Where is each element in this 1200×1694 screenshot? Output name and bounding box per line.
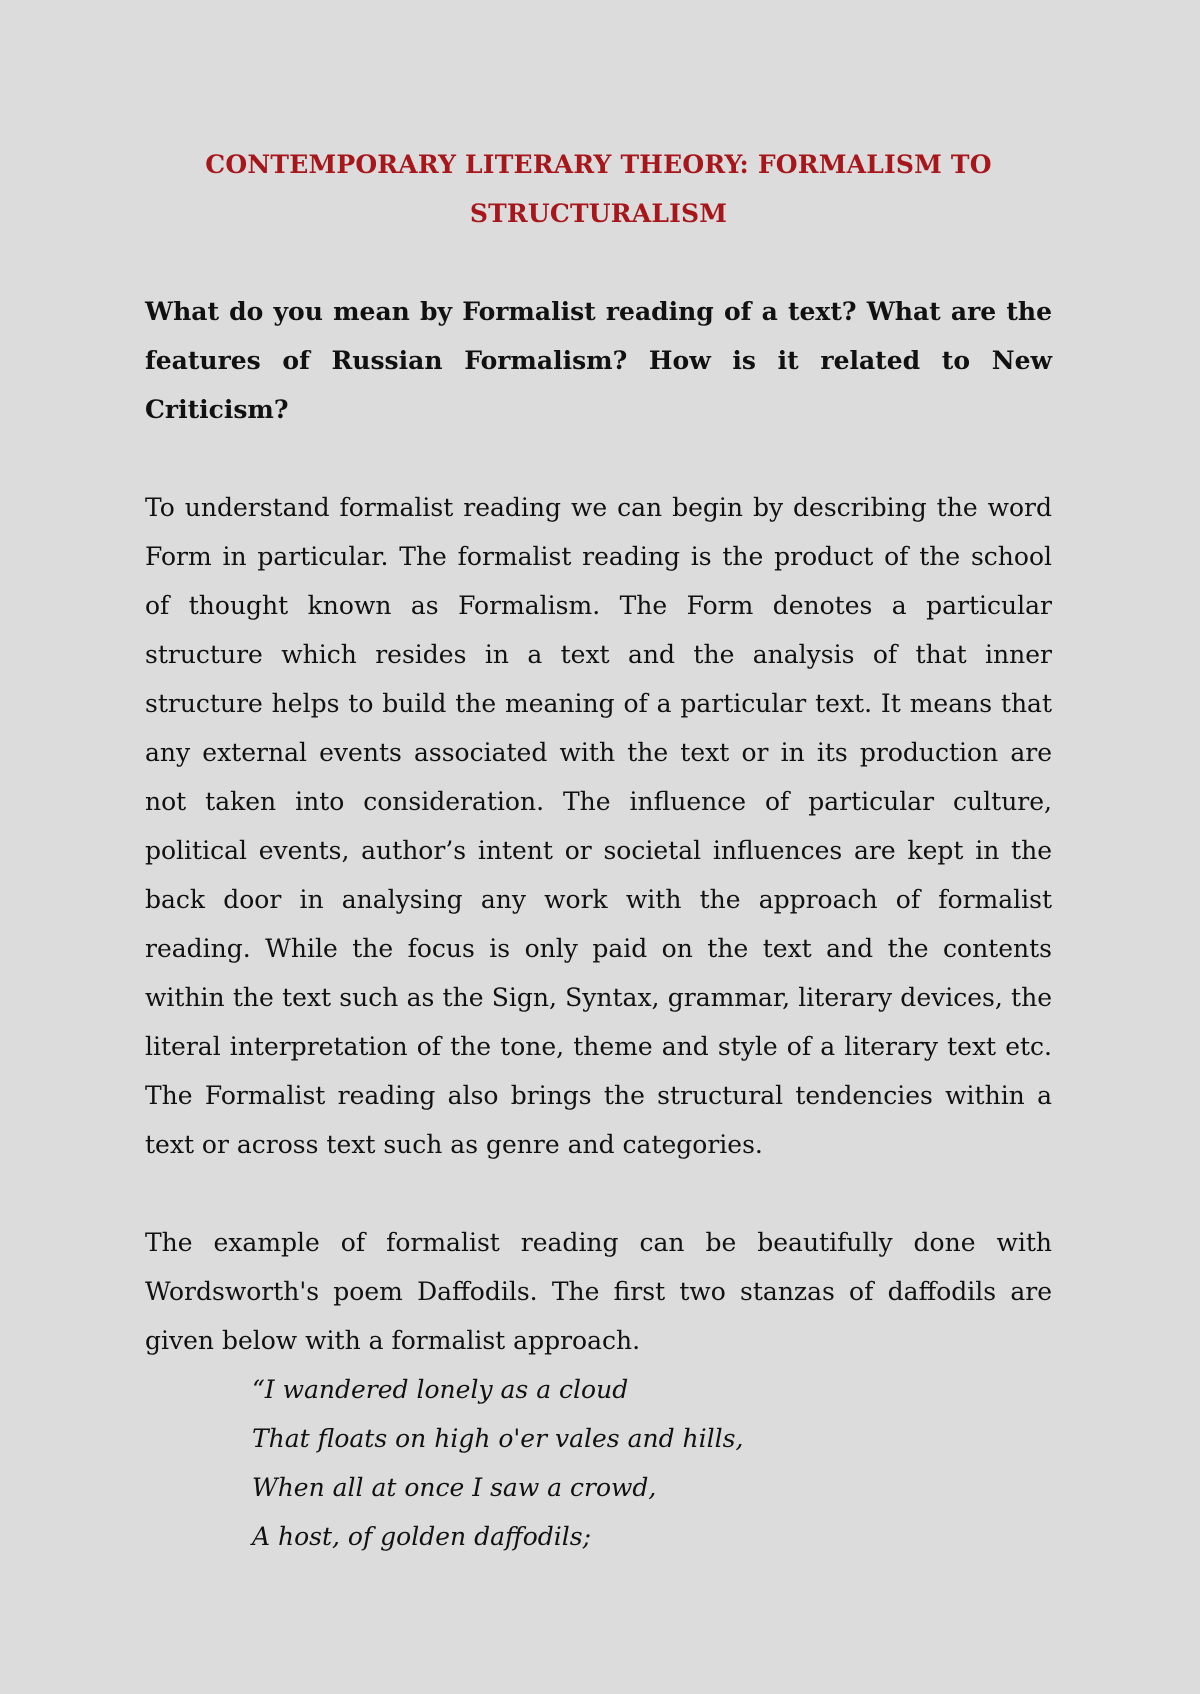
poem-line: When all at once I saw a crowd, [252,1473,657,1502]
poem-line: That floats on high o'er vales and hills, [252,1424,744,1453]
question-heading: What do you mean by Formalist reading of a text? What are the features of Russian Formalism? How is it related to New Criticism? [145,297,1052,424]
poem-excerpt [145,1365,1052,1561]
poem-line: “I wandered lonely as a cloud [252,1375,629,1404]
body-paragraph: The example of formalist reading can be beautifully done with Wordsworth's poem Daffodils. The first two stanzas of daffodils are given below with a formalist approach. [145,1228,1052,1355]
document-title: CONTEMPORARY LITERARY THEORY: FORMALISM TO STRUCTURALISM [205,150,992,228]
body-paragraph: To understand formalist reading we can begin by describing the word Form in particular. The formalist reading is the product of the school of thought known as Formalism. The Form denotes a particular structure which resides in a text and the analysis of that inner structure helps to build the meaning of a particular text. It means that any external events associated with the text or in its production are not taken into consideration. The influence of particular culture, political events, author’s intent or societal influences are kept in the back door in analysing any work with the approach of formalist reading. While the focus is only paid on the text and the contents within the text such as the Sign, Syntax, grammar, literary devices, the literal interpretation of the tone, theme and style of a literary text etc. The Formalist reading also brings the structural tendencies within a text or across text such as genre and categories. [145,493,1052,1159]
poem-line: A host, of golden daffodils; [252,1522,591,1551]
